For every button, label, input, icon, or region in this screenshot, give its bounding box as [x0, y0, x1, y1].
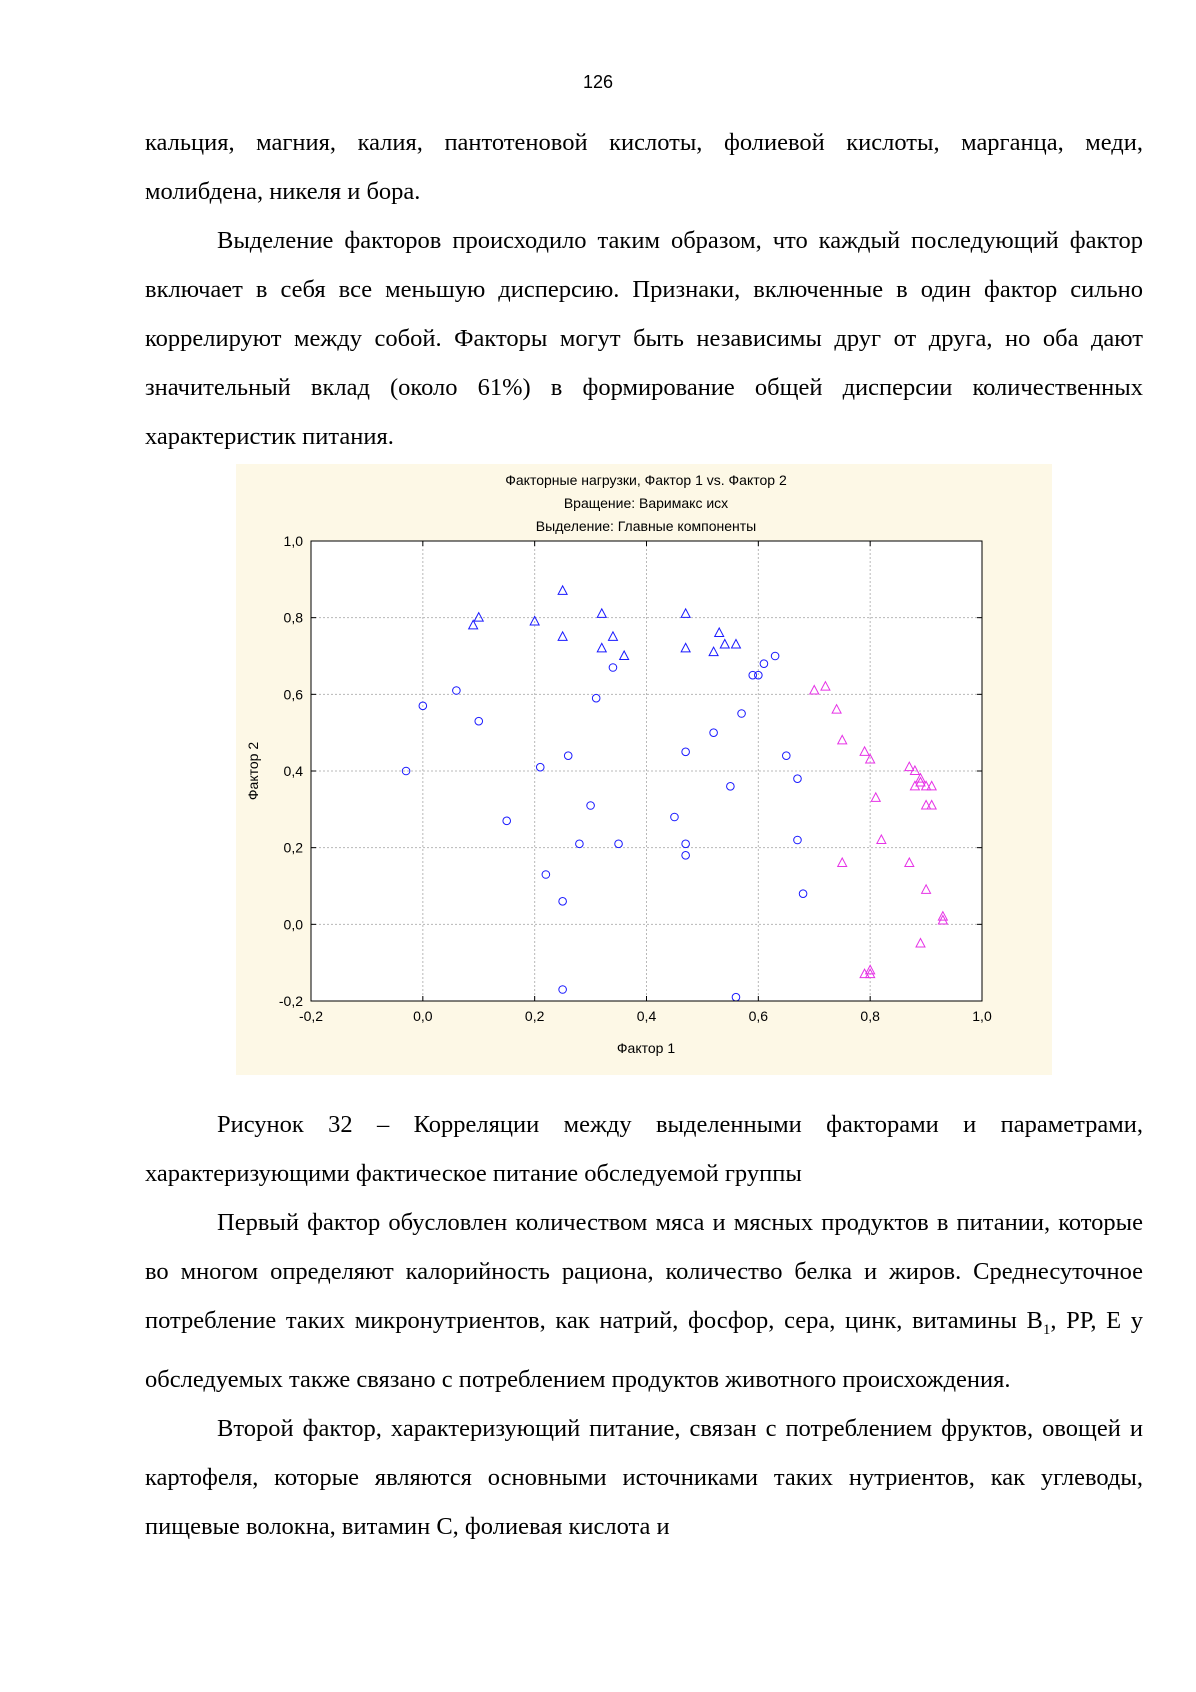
x-axis-label: Фактор 1 [616, 1040, 676, 1056]
chart-title-line-3: Выделение: Главные компоненты [535, 518, 757, 534]
x-tick-label: 0,4 [636, 1008, 657, 1024]
x-tick-label: 0,0 [413, 1008, 433, 1024]
paragraph-3-text: Первый фактор обусловлен количеством мяса и мясных продуктов в питании, которые во многом определяют калорийность рациона, количество белка и жиров. Среднесуточное потребление таких микронутриентов, как натрий, фосфор, сера, цинк, витамины В [145, 1209, 1143, 1334]
x-tick-label: 0,6 [748, 1008, 769, 1024]
y-tick-label: 0,0 [283, 916, 303, 933]
text-bottom [145, 1100, 1143, 1551]
y-tick-label: 0,4 [283, 763, 303, 779]
factor-loadings-figure [236, 464, 1052, 1075]
y-tick-label: 1,0 [283, 533, 303, 549]
paragraph-4: Второй фактор, характеризующий питание, связан с потреблением фруктов, овощей и картофеля, которые являются основными источниками таких нутриентов, как углеводы, пищевые волокна, витамин С, фолиевая кислота и [145, 1414, 1143, 1540]
factor-loadings-chart [236, 464, 1052, 1075]
y-axis-label: Фактор 2 [245, 741, 261, 801]
x-tick-label: 0,8 [860, 1008, 880, 1024]
x-tick-label: 1,0 [972, 1008, 992, 1024]
text-top [145, 118, 1143, 461]
y-tick-label: 0,6 [283, 686, 303, 703]
x-tick-label: 0,2 [524, 1008, 545, 1024]
y-tick-label: -0,2 [278, 993, 303, 1009]
chart-title-line-2: Вращение: Варимакс исх [563, 495, 729, 511]
page-number: 126 [582, 72, 614, 92]
chart-title-line-1: Факторные нагрузки, Фактор 1 vs. Фактор 2 [505, 472, 787, 488]
y-tick-label: 0,8 [283, 609, 303, 626]
figure-caption: Рисунок 32 – Корреляции между выделенными факторами и параметрами, характеризующими фактическое питание обследуемой группы [145, 1111, 1143, 1187]
paragraph-1: кальция, магния, калия, пантотеновой кислоты, фолиевой кислоты, марганца, меди, молибдена, никеля и бора. [145, 129, 1143, 205]
paragraph-2: Выделение факторов происходило таким образом, что каждый последующий фактор включает в себя все меньшую дисперсию. Признаки, включенные в один фактор сильно коррелируют между собой. Факторы могут быть независимы друг от друга, но оба дают значительный вклад (около 61%) в формирование общей дисперсии количественных характеристик питания. [145, 227, 1143, 450]
subscript: 1 [1042, 1321, 1051, 1338]
x-tick-label: -0,2 [298, 1008, 324, 1024]
paragraph-3 [145, 1198, 1143, 1404]
y-tick-label: 0,2 [283, 839, 303, 856]
paragraph-3-text-end: , РР, Е у обследуемых также связано с потреблением продуктов животного происхождения. [145, 1307, 1143, 1393]
